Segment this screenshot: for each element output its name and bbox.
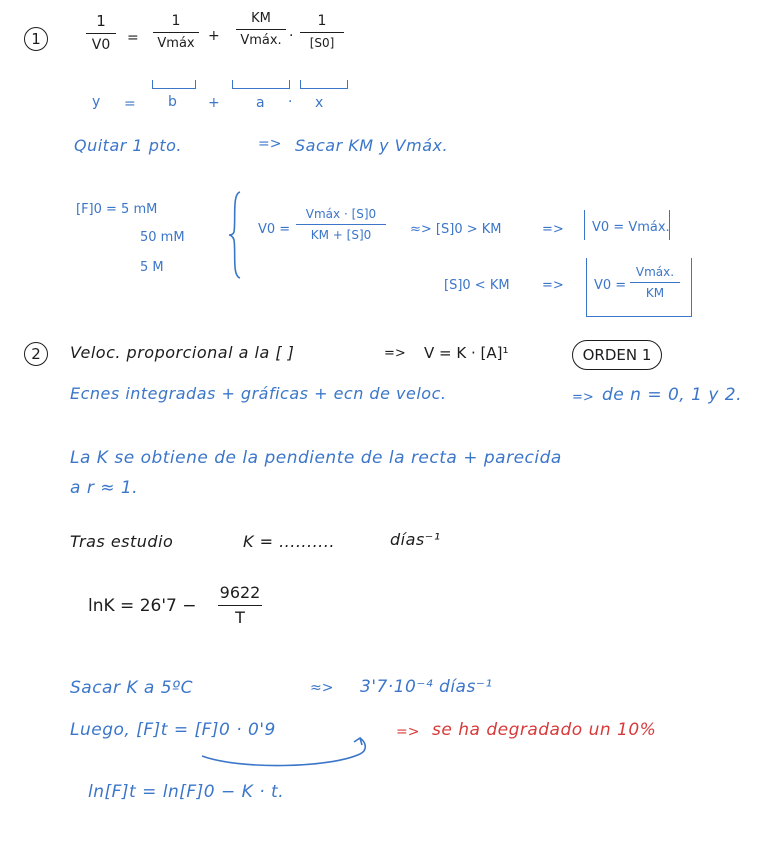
condition-1-arrow: => — [542, 222, 564, 237]
note-sacar: Sacar KM y Vmáx. — [295, 136, 449, 155]
lhs-fraction — [86, 14, 116, 52]
section-2-line6-arrow: ≈> — [310, 680, 334, 696]
plus-sign: + — [208, 28, 220, 44]
section-2-line2-right: de n = 0, 1 y 2. — [602, 385, 743, 405]
dot-sign: · — [289, 28, 294, 44]
linear-dot: · — [288, 94, 293, 110]
section-2-line4-unit: días⁻¹ — [390, 530, 441, 549]
section-2-line7-red: se ha degradado un 10% — [432, 720, 657, 740]
term3-fraction: 1 [S0] — [300, 14, 344, 49]
note-arrow: => — [258, 136, 282, 152]
linear-y: y — [92, 94, 101, 110]
section-2-line8: ln[F]t = ln[F]0 − K · t. — [88, 782, 285, 802]
lnk-fraction: 9622 T — [219, 583, 261, 627]
bracket-a — [232, 80, 290, 89]
concentration-3: 5 M — [140, 260, 164, 275]
curly-brace-icon — [228, 190, 248, 280]
result-1: V0 = Vmáx. — [592, 220, 670, 235]
linear-x: x — [315, 95, 324, 111]
section-2-line3a: La K se obtiene de la pendiente de la recta + parecida — [70, 448, 562, 468]
section-2-line1: Veloc. proporcional a la [ ] — [70, 343, 295, 362]
section-2-line6-value: 3'7·10⁻⁴ días⁻¹ — [360, 677, 493, 697]
section-1-number: 1 — [24, 27, 48, 51]
lhs-numerator: 1 — [96, 12, 106, 30]
linear-equals: = — [124, 96, 136, 112]
rate-equation: V = K · [A]¹ — [424, 344, 509, 362]
section-2-line2-arrow: => — [572, 390, 594, 405]
v0-fraction: Vmáx · [S]0 KM + [S]0 — [296, 208, 386, 241]
section-2-line2-left: Ecnes integradas + gráficas + ecn de veloc. — [70, 384, 447, 403]
condition-1: ≈> [S]0 > KM — [410, 222, 502, 237]
linear-plus: + — [208, 95, 220, 111]
lnk-lhs: lnK = 26'7 − — [88, 596, 197, 616]
condition-2-arrow: => — [542, 278, 564, 293]
lhs-denominator: V0 — [91, 37, 111, 53]
section-2-line6-left: Sacar K a 5ºC — [70, 678, 193, 698]
section-2-line4-k: K = .......... — [243, 532, 335, 551]
bracket-b — [152, 80, 196, 89]
bracket-x — [300, 80, 348, 89]
section-2-line7-arrow: => — [396, 724, 420, 740]
section-2-line4-left: Tras estudio — [70, 532, 174, 551]
section-2-line3b: a r ≈ 1. — [70, 478, 139, 498]
linear-a: a — [256, 95, 265, 111]
term1-fraction: 1 Vmáx — [153, 14, 199, 50]
term2-fraction: KM Vmáx. — [236, 12, 286, 47]
result-2-lhs: V0 = — [594, 278, 627, 293]
concentration-2: 50 mM — [140, 230, 185, 245]
v0-label: V0 = — [258, 222, 291, 237]
section-2-line7-left: Luego, [F]t = [F]0 · 0'9 — [70, 720, 276, 740]
section-2-number: 2 — [24, 342, 48, 366]
linear-b: b — [168, 94, 177, 110]
result-2-fraction: Vmáx. KM — [630, 266, 680, 299]
equals-sign: = — [127, 30, 139, 46]
section-2-line1-arrow: => — [384, 346, 406, 361]
order-badge: ORDEN 1 — [572, 340, 662, 370]
condition-2: [S]0 < KM — [444, 278, 510, 293]
concentration-1: [F]0 = 5 mM — [76, 202, 158, 217]
curved-arrow-icon — [200, 736, 380, 768]
note-quitar: Quitar 1 pto. — [74, 136, 182, 155]
